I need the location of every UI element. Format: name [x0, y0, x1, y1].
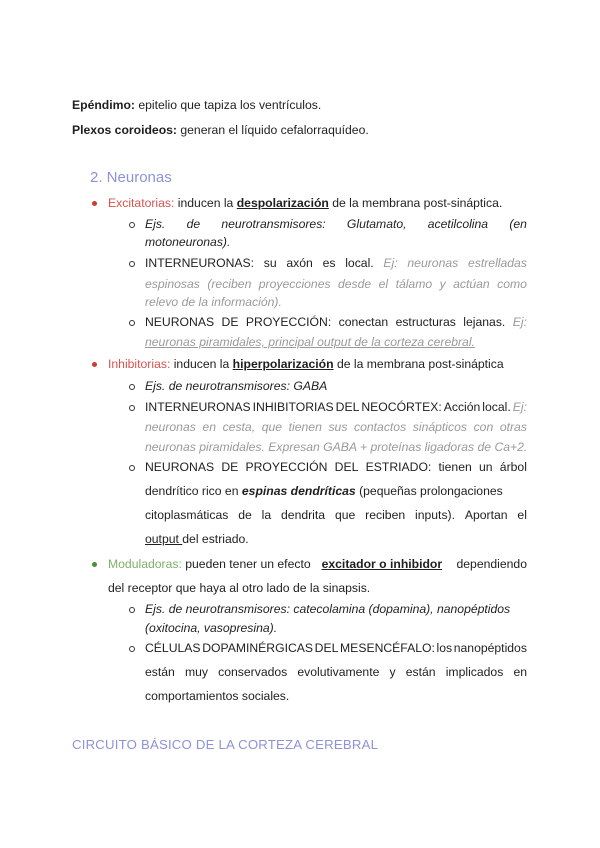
word: Ejs.	[145, 217, 166, 231]
excitatorias-inter-line3: relevo de la información).	[145, 295, 282, 309]
excitador-inhibidor-keyword: excitador o inhibidor	[321, 557, 443, 571]
word: conservados	[218, 665, 288, 679]
word: local.	[345, 256, 374, 270]
hiperpolarizacion-keyword: hiperpolarización	[232, 357, 334, 371]
excitatorias-text: inducen la	[174, 196, 237, 210]
moduladoras-label: Moduladoras:	[108, 557, 182, 571]
inhibitorias-inter-line1	[145, 399, 527, 415]
word: espinosas	[145, 277, 200, 291]
word: conectan	[338, 315, 389, 329]
word: sinápticos	[412, 420, 467, 434]
word: un	[479, 460, 493, 474]
moduladoras-text: pueden tener un efecto	[181, 557, 311, 571]
excitatorias-ex-line2: motoneuronas).	[145, 235, 231, 249]
sub-bullet	[129, 384, 135, 390]
moduladoras-celulas-line3: comportamientos sociales.	[145, 689, 290, 703]
word: DE	[221, 315, 239, 329]
word: estrelladas	[467, 256, 527, 270]
word: como	[497, 277, 527, 291]
word: tienen	[288, 420, 322, 434]
word: INHIBITORIAS	[252, 400, 334, 414]
sub-bullet	[129, 320, 135, 326]
circuit-section-title: CIRCUITO BÁSICO DE LA CORTEZA CEREBRAL	[72, 737, 379, 752]
inhibitorias-text: inducen la	[170, 357, 233, 371]
word: desde	[338, 277, 372, 291]
excitatorias-text-after: de la membrana post-sináptica.	[328, 196, 503, 210]
plexos-line	[72, 122, 369, 138]
word: INTERNEURONAS:	[145, 256, 255, 270]
word: ESTRIADO:	[365, 460, 432, 474]
excitatorias-inter-line2	[145, 276, 527, 292]
word: inputs).	[415, 508, 455, 522]
bullet-excitatorias	[92, 201, 97, 206]
text: dendrítico rico en	[145, 484, 242, 498]
word: NEOCÓRTEX:	[361, 400, 442, 414]
word: nanopéptidos	[453, 641, 527, 655]
text: (pequeñas prolongaciones	[355, 484, 503, 498]
word: es	[322, 256, 336, 270]
word: implicados	[445, 665, 504, 679]
moduladoras-line	[108, 556, 527, 572]
excitatorias-line	[108, 195, 502, 211]
sub-bullet	[129, 261, 135, 267]
word: cesta,	[222, 420, 256, 434]
moduladoras-lead	[108, 556, 311, 572]
word: con	[473, 420, 494, 434]
plexos-term: Plexos coroideos:	[72, 123, 177, 137]
word: neuronas	[407, 256, 459, 270]
word: otras	[499, 420, 527, 434]
word: el	[517, 508, 527, 522]
excitatorias-inter-line1	[145, 255, 527, 271]
excitatorias-proy-line1	[145, 314, 527, 330]
moduladoras-ex-line2: (oxitocina, vasopresina).	[145, 621, 278, 635]
word: acetilcolina	[427, 217, 489, 231]
ependimo-term: Epéndimo:	[72, 98, 135, 112]
word: de	[238, 508, 252, 522]
word: axón	[286, 256, 313, 270]
word: neuronas	[145, 420, 196, 434]
word: lejanas.	[463, 315, 506, 329]
inhibitorias-proy-line4	[145, 531, 249, 547]
word: tálamo	[395, 277, 433, 291]
word: Ej:	[512, 400, 527, 414]
bullet-inhibitorias	[92, 362, 97, 367]
sub-bullet	[129, 646, 135, 652]
word: reciben	[365, 508, 406, 522]
section-heading-neuronas: 2. Neuronas	[90, 169, 172, 186]
sub-bullet	[129, 222, 135, 228]
word: PROYECCIÓN	[245, 460, 328, 474]
word: su	[263, 256, 277, 270]
word: árbol	[499, 460, 527, 474]
inhibitorias-inter-line2	[145, 419, 527, 435]
moduladoras-ex-line1: Ejs. de neurotransmisores: catecolamina (dopamina), nanopéptidos	[145, 602, 511, 616]
inhibitorias-text-after: de la membrana post-sináptica	[333, 357, 504, 371]
word: muy	[184, 665, 208, 679]
word: PROYECCIÓN:	[245, 315, 332, 329]
inhibitorias-inter-line3: neuronas piramidales. Expresan GABA + proteínas ligadoras de Ca+2.	[145, 440, 528, 454]
ependimo-line	[72, 97, 321, 113]
inhibitorias-proy-line2	[145, 483, 503, 499]
inhibitorias-line	[108, 356, 504, 372]
word: están	[145, 665, 175, 679]
inhibitorias-ex: Ejs. de neurotransmisores: GABA	[145, 379, 328, 393]
text: del estriado.	[182, 532, 249, 546]
word: (en	[509, 217, 527, 231]
word: los	[436, 641, 453, 655]
word: contactos	[354, 420, 407, 434]
word: Acción	[443, 400, 481, 414]
word: en	[513, 665, 527, 679]
excitatorias-label: Excitatorias:	[108, 196, 175, 210]
word: el	[378, 277, 389, 291]
word: Ej:	[512, 315, 527, 329]
excitatorias-proy-line2: neuronas piramidales, principal output de la corteza cerebral.	[145, 335, 475, 349]
word: DE	[221, 460, 239, 474]
word: Glutamato,	[346, 217, 407, 231]
word: CÉLULAS	[145, 641, 201, 655]
word: DOPAMINÉRGICAS	[202, 641, 314, 655]
word: y	[389, 665, 396, 679]
word: que	[334, 508, 356, 522]
word: la	[261, 508, 272, 522]
moduladoras-celulas-line2	[145, 664, 527, 680]
word: y	[439, 277, 446, 291]
word: actúan	[453, 277, 490, 291]
plexos-desc: generan el líquido cefalorraquídeo.	[176, 123, 369, 137]
sub-bullet	[129, 465, 135, 471]
word: proyecciones	[258, 277, 331, 291]
moduladoras-line2: del receptor que haya al otro lado de la sinapsis.	[108, 581, 371, 595]
word: NEURONAS	[145, 460, 215, 474]
word: sus	[328, 420, 348, 434]
word: Aportan	[464, 508, 508, 522]
word: DEL	[334, 460, 359, 474]
word: MESENCÉFALO:	[340, 641, 435, 655]
excitatorias-ex-line1	[145, 216, 527, 232]
word: evolutivamente	[297, 665, 380, 679]
output-word: output	[145, 532, 183, 546]
despolarizacion-keyword: despolarización	[236, 196, 329, 210]
word: estructuras	[395, 315, 456, 329]
word: DEL	[314, 641, 339, 655]
moduladoras-text-after: dependiendo	[453, 557, 527, 571]
word: citoplasmáticas	[145, 508, 229, 522]
word: neurotransmisores:	[221, 217, 326, 231]
bullet-moduladoras	[92, 562, 97, 567]
word: Ej:	[383, 256, 398, 270]
word: en	[202, 420, 216, 434]
word: NEURONAS	[145, 315, 215, 329]
word: de	[186, 217, 201, 231]
inhibitorias-proy-line3	[145, 507, 527, 523]
sub-bullet	[129, 405, 135, 411]
sub-bullet	[129, 607, 135, 613]
moduladoras-celulas-line1	[145, 640, 527, 656]
word: tienen	[438, 460, 472, 474]
word: local.	[482, 400, 511, 414]
espinas-dendriticas: espinas dendríticas	[241, 484, 356, 498]
word: (reciben	[207, 277, 252, 291]
word: que	[261, 420, 283, 434]
word: DEL	[335, 400, 360, 414]
inhibitorias-label: Inhibitorias:	[108, 357, 171, 371]
word: dendrita	[281, 508, 326, 522]
word: están	[405, 665, 436, 679]
ependimo-desc: epitelio que tapiza los ventrículos.	[134, 98, 322, 112]
word: INTERNEURONAS	[145, 400, 251, 414]
inhibitorias-proy-line1	[145, 459, 527, 475]
